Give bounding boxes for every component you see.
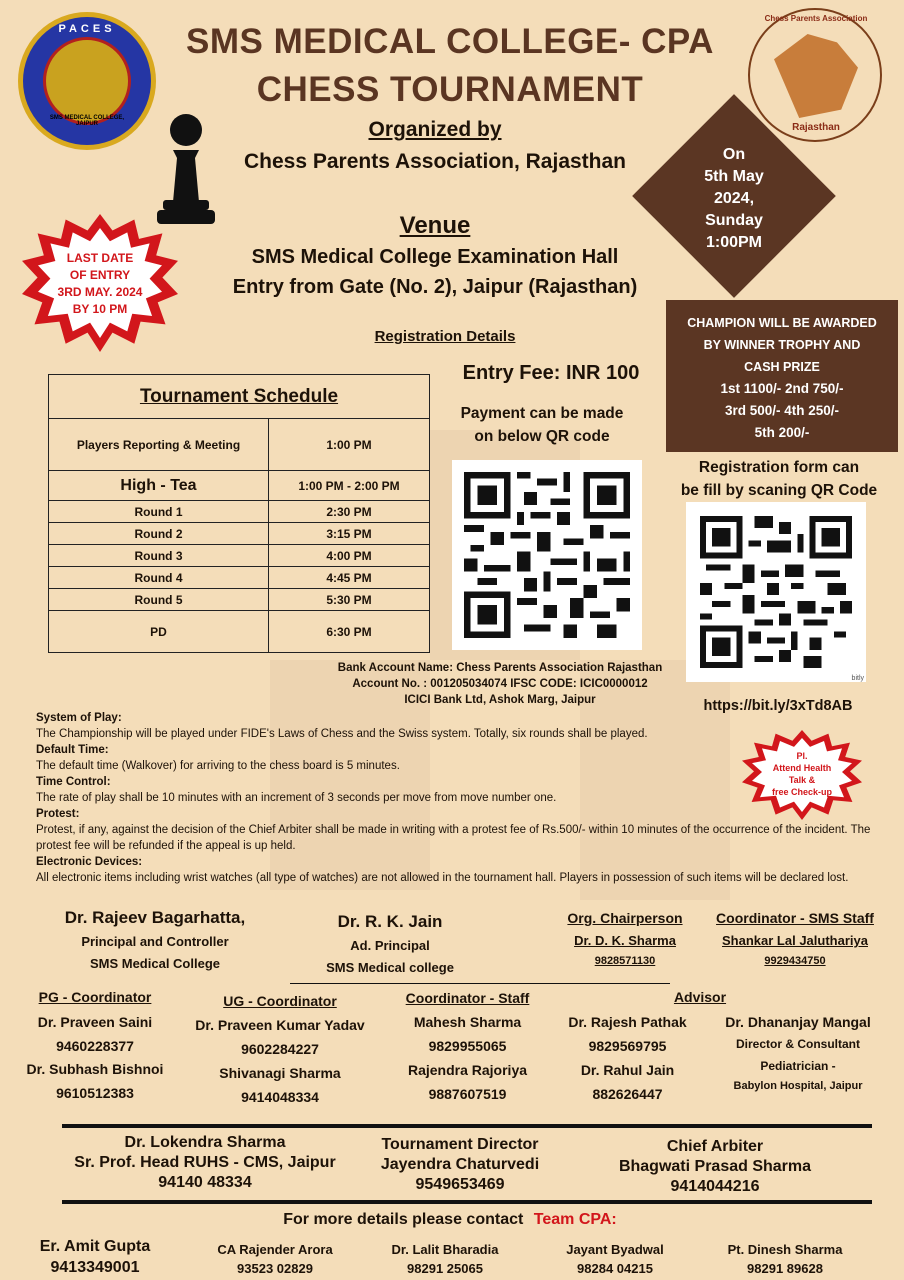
director-role: Sr. Prof. Head RUHS - CMS, Jaipur xyxy=(74,1154,336,1171)
team-label: Team CPA: xyxy=(533,1211,617,1228)
coordinator-phone: 9829955065 xyxy=(428,1038,507,1054)
coordinator-phone: 9414048334 xyxy=(241,1089,319,1105)
table-row xyxy=(49,567,430,589)
organizer-name: Chess Parents Association, Rajasthan xyxy=(243,150,627,173)
rule-heading: Electronic Devices: xyxy=(36,856,143,868)
qr-code-icon xyxy=(464,472,630,638)
chess-pawn-icon xyxy=(155,112,217,227)
coordinator-phone: 882626447 xyxy=(592,1086,663,1102)
payment-line: Payment can be made xyxy=(460,405,624,422)
date-line: Sunday xyxy=(705,212,763,229)
coordinator-name: Rajendra Rajoriya xyxy=(407,1062,528,1078)
official-name: Dr. D. K. Sharma xyxy=(574,933,676,948)
schedule-time: 4:45 PM xyxy=(269,567,430,589)
coordinator-role: Pediatrician - xyxy=(760,1059,836,1073)
coordinator-title: Coordinator - Staff xyxy=(405,990,530,1006)
rule-heading: Default Time: xyxy=(36,744,109,756)
entry-fee: Entry Fee: INR 100 xyxy=(462,362,640,384)
official-title: Org. Chairperson xyxy=(567,910,683,926)
bitly-label: bitly xyxy=(851,675,864,682)
official-role: SMS Medical College xyxy=(89,956,221,971)
payment-instructions xyxy=(440,402,644,448)
rule-text: The default time (Walkover) for arriving to the chess board is 5 minutes. xyxy=(36,760,400,772)
director-name: Dr. Lokendra Sharma xyxy=(124,1134,286,1151)
coordinator-phone: 9460228377 xyxy=(56,1038,134,1054)
official-name: Shankar Lal Jaluthariya xyxy=(722,933,868,948)
coordinator-phone: 9887607519 xyxy=(428,1086,507,1102)
schedule-event: Round 4 xyxy=(49,567,269,589)
table-row xyxy=(49,589,430,611)
coordinator-name: Dr. Rajesh Pathak xyxy=(568,1014,687,1030)
registration-line: Registration form can xyxy=(698,459,860,476)
logo-left-bottom: SMS MEDICAL COLLEGE, JAIPUR xyxy=(49,115,125,127)
coordinator-title: PG - Coordinator xyxy=(38,989,152,1005)
rule-text: The rate of play shall be 10 minutes with an increment of 3 seconds per move from move number one. xyxy=(36,792,557,804)
coordinator-name: Dr. Praveen Saini xyxy=(37,1014,153,1030)
schedule-time: 1:00 PM xyxy=(269,419,430,471)
table-row xyxy=(49,501,430,523)
last-date-line: 3RD MAY. 2024 xyxy=(57,285,143,299)
last-date-line: OF ENTRY xyxy=(69,268,131,282)
champion-prize-box xyxy=(666,300,898,452)
schedule-event: Round 1 xyxy=(49,501,269,523)
contact-name: Dr. Lalit Bharadia xyxy=(391,1242,499,1257)
registration-link[interactable]: https://bit.ly/3xTd8AB xyxy=(703,698,853,714)
contact-label: For more details please contact xyxy=(283,1211,524,1228)
contact-name: CA Rajender Arora xyxy=(217,1242,333,1257)
venue-line2: Entry from Gate (No. 2), Jaipur (Rajasthan) xyxy=(232,276,638,298)
director-phone: 9414044216 xyxy=(670,1178,760,1195)
registration-line: be fill by scaning QR Code xyxy=(680,482,878,499)
payment-line: on below QR code xyxy=(474,428,610,445)
official-phone: 9828571130 xyxy=(594,955,656,967)
schedule-event: Players Reporting & Meeting xyxy=(49,419,269,471)
schedule-event: Round 2 xyxy=(49,523,269,545)
rule-heading: Time Control: xyxy=(36,776,111,788)
health-line: free Check-up xyxy=(771,787,833,797)
official-name: Dr. Rajeev Bagarhatta, xyxy=(64,908,246,927)
logo-right-bottom: Rajasthan xyxy=(792,122,840,133)
official-phone: 9929434750 xyxy=(764,955,826,967)
schedule-event: PD xyxy=(49,611,269,653)
date-line: 2024, xyxy=(713,190,755,207)
venue-label: Venue xyxy=(399,212,471,239)
schedule-time: 3:15 PM xyxy=(269,523,430,545)
schedule-table xyxy=(48,374,430,653)
rule-heading: Protest: xyxy=(36,808,80,820)
table-row xyxy=(49,471,430,501)
coordinator-name: Shivanagi Sharma xyxy=(219,1065,341,1081)
rule-text: All electronic items including wrist watches (all type of watches) are not allowed in the tournament hall. Players in possession of such items will be declared lost. xyxy=(36,872,849,884)
contact-name: Er. Amit Gupta xyxy=(39,1238,151,1255)
official-role: Ad. Principal xyxy=(350,938,430,953)
official-role: SMS Medical college xyxy=(326,960,454,975)
divider xyxy=(290,983,670,984)
director-name: Jayendra Chaturvedi xyxy=(380,1156,540,1173)
prize-line: 1st 1100/- 2nd 750/- xyxy=(720,381,844,396)
schedule-event: High - Tea xyxy=(49,471,269,501)
coordinator-role: Director & Consultant xyxy=(735,1037,860,1051)
bank-line: ICICI Bank Ltd, Ashok Marg, Jaipur xyxy=(404,694,596,706)
table-row xyxy=(49,545,430,567)
coordinator-name: Mahesh Sharma xyxy=(413,1014,522,1030)
schedule-time: 2:30 PM xyxy=(269,501,430,523)
prize-line: BY WINNER TROPHY AND xyxy=(703,338,861,352)
director-name: Bhagwati Prasad Sharma xyxy=(618,1158,812,1175)
bank-line: Account No. : 001205034074 IFSC CODE: ICIC0000012 xyxy=(352,678,648,690)
divider xyxy=(62,1200,872,1204)
coordinator-name: Dr. Dhananjay Mangal xyxy=(725,1014,871,1030)
table-row xyxy=(49,523,430,545)
contact-phone: 98291 89628 xyxy=(747,1261,823,1276)
last-date-badge xyxy=(22,214,178,352)
coordinator-name: Dr. Rahul Jain xyxy=(580,1062,675,1078)
official-title: Coordinator - SMS Staff xyxy=(716,910,874,926)
prize-line: CHAMPION WILL BE AWARDED xyxy=(687,316,877,330)
registration-details-label: Registration Details xyxy=(374,328,516,345)
rule-text: Protest, if any, against the decision of the Chief Arbiter shall be made in writing with a protest fee of Rs.500/- within 10 minutes of the occurrence of the incident. The protest fee will be refunded if the appeal is up held. xyxy=(36,824,871,852)
contact-name: Jayant Byadwal xyxy=(566,1242,664,1257)
date-line: 1:00PM xyxy=(705,234,763,251)
contact-phone: 9413349001 xyxy=(50,1259,140,1276)
contact-phone: 93523 02829 xyxy=(237,1261,313,1276)
health-line: Talk & xyxy=(788,775,816,785)
contact-name: Pt. Dinesh Sharma xyxy=(727,1242,843,1257)
emblem-icon xyxy=(43,37,131,125)
registration-qr-code[interactable] xyxy=(686,502,866,682)
table-row xyxy=(49,611,430,653)
director-title: Tournament Director xyxy=(381,1136,539,1153)
schedule-title: Tournament Schedule xyxy=(49,375,430,419)
date-line: On xyxy=(722,146,746,163)
coordinator-name: Dr. Praveen Kumar Yadav xyxy=(195,1017,365,1033)
divider xyxy=(62,1124,872,1128)
bank-details xyxy=(300,660,700,708)
prize-line: 5th 200/- xyxy=(754,425,810,440)
coordinator-phone: 9829569795 xyxy=(588,1038,667,1054)
paces-logo xyxy=(18,12,156,150)
last-date-line: LAST DATE xyxy=(66,251,134,265)
prize-line: 3rd 500/- 4th 250/- xyxy=(724,403,840,418)
venue-line1: SMS Medical College Examination Hall xyxy=(251,246,619,268)
schedule-time: 5:30 PM xyxy=(269,589,430,611)
contact-phone: 98291 25065 xyxy=(407,1261,483,1276)
rule-heading: System of Play: xyxy=(36,712,122,724)
director-phone: 9549653469 xyxy=(415,1176,505,1193)
contact-phone: 98284 04215 xyxy=(577,1261,653,1276)
director-phone: 94140 48334 xyxy=(158,1174,252,1191)
coordinator-title: UG - Coordinator xyxy=(223,993,337,1009)
director-title: Chief Arbiter xyxy=(666,1138,764,1155)
coordinator-name: Dr. Subhash Bishnoi xyxy=(26,1061,164,1077)
qr-code-icon xyxy=(700,516,852,668)
schedule-time: 6:30 PM xyxy=(269,611,430,653)
registration-instructions xyxy=(664,456,894,502)
organized-by-label: Organized by xyxy=(368,118,502,141)
coordinator-role: Babylon Hospital, Jaipur xyxy=(733,1080,863,1092)
coordinator-phone: 9610512383 xyxy=(56,1085,134,1101)
health-line: Attend Health xyxy=(772,763,832,773)
last-date-line: BY 10 PM xyxy=(72,302,128,316)
date-line: 5th May xyxy=(704,168,764,185)
contact-heading xyxy=(150,1211,750,1229)
table-row xyxy=(49,419,430,471)
page-title: SMS MEDICAL COLLEGE- CPA CHESS TOURNAMENT xyxy=(186,22,714,109)
schedule-time: 4:00 PM xyxy=(269,545,430,567)
schedule-time: 1:00 PM - 2:00 PM xyxy=(269,471,430,501)
official-name: Dr. R. K. Jain xyxy=(337,912,443,931)
health-line: Pl. xyxy=(796,751,808,761)
coordinator-phone: 9602284227 xyxy=(241,1041,319,1057)
schedule-event: Round 3 xyxy=(49,545,269,567)
coordinator-title: Advisor xyxy=(673,989,727,1005)
logo-left-text: PACES xyxy=(58,23,116,35)
payment-qr-code[interactable] xyxy=(452,460,642,650)
schedule-event: Round 5 xyxy=(49,589,269,611)
logo-right-text: Chess Parents Association xyxy=(764,14,868,23)
rule-text: The Championship will be played under FIDE's Laws of Chess and the Swiss system. Totally, six rounds shall be played. xyxy=(36,728,648,740)
prize-line: CASH PRIZE xyxy=(744,360,820,374)
tournament-rules xyxy=(36,710,881,886)
bank-line: Bank Account Name: Chess Parents Association Rajasthan xyxy=(337,662,663,674)
official-role: Principal and Controller xyxy=(81,934,229,949)
